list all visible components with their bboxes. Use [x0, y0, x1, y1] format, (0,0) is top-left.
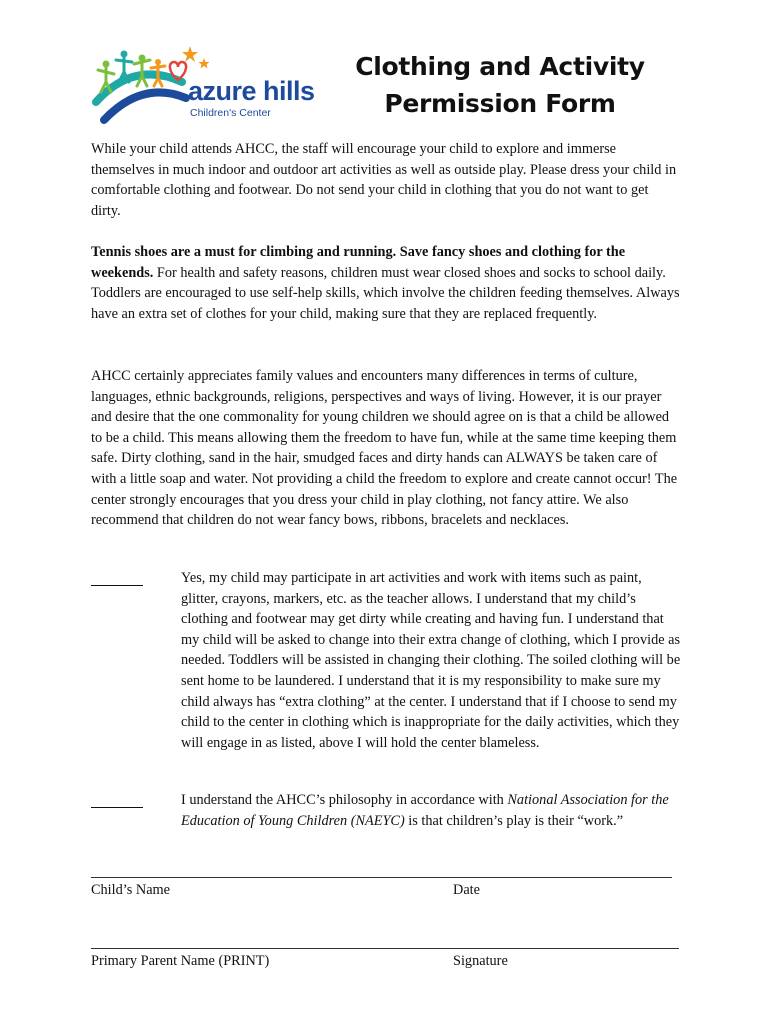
intro-paragraph: While your child attends AHCC, the staff will encourage your child to explore and immerse themselves in much indoor and outdoor art activities as well as outside play. Please dress your child in comfortable clothing and footwear. Do not send your child in clothing that you do not want to get dirty. [91, 141, 677, 219]
values-paragraph: AHCC certainly appreciates family values and encounters many differences in terms of culture, languages, ethnic backgrounds, religions, perspectives and ways of living. However, it is our prayer and desire that the one commonality for young children we should agree on is that a child be allowed to be a child. This means allowing them the freedom to have fun, while at the same time keeping them safe. Dirty clothing, sand in the hair, smudged faces and dirty hands can ALWAYS be taken care of with a little soap and water. Not providing a child the freedom to explore and create cannot occur! The center strongly encourages that you dress your child in play clothing, not fancy attire. We also recommend that children do not wear fancy bows, ribbons, bracelets and necklaces. [91, 368, 678, 529]
parent-signature-line[interactable] [91, 948, 679, 949]
child-name-label: Child’s Name [91, 882, 171, 898]
title-line-1: Clothing and Activity [355, 52, 645, 81]
consent-2-naeyc: National Association for the Education of Young Children (NAEYC) [181, 792, 669, 829]
page-title [350, 48, 650, 122]
date-label: Date [453, 882, 480, 898]
title-line-2: Permission Form [384, 89, 616, 118]
brand-subtitle: Children's Center [190, 107, 271, 119]
footwear-bold-text: Tennis shoes are a must for climbing and running. Save fancy shoes and clothing for the weekends. [91, 244, 626, 281]
footwear-paragraph [91, 242, 681, 324]
consent-2-initial-blank[interactable] [91, 793, 143, 808]
consent-2-pre: I understand the AHCC’s philosophy in accordance with [181, 792, 508, 808]
brand-name: azure hills [188, 76, 315, 106]
consent-2-text [181, 790, 681, 831]
signature-label: Signature [453, 953, 508, 969]
consent-1-initial-blank[interactable] [91, 571, 143, 586]
consent-1-text: Yes, my child may participate in art activities and work with items such as paint, glitter, crayons, markers, etc. as the teacher allows. I understand that my child’s clothing and footwear may get dirty while creating and having fun. I understand that my child will be asked to change into their extra change of clothing, which I provide as needed. Toddlers will be assisted in changing their clothing. The soiled clothing will be sent home to be laundered. I understand that it is my responsibility to make sure my child always has “extra clothing” at the center. I understand that if I choose to send my child to the center in clothing which is inappropriate for the daily activities, which they will engage in as listed, above I will hold the center blameless. [181, 570, 681, 751]
footwear-text: For health and safety reasons, children must wear closed shoes and socks to school daily. Toddlers are encouraged to use self-help skills, which involve the children feeding themselves. Always have an extra set of clothes for your child, making sure that they are replaced frequently. [91, 264, 680, 322]
consent-2-post: is that children’s play is their “work.” [404, 812, 624, 829]
child-name-date-line[interactable] [91, 877, 672, 878]
parent-name-label: Primary Parent Name (PRINT) [91, 953, 270, 969]
